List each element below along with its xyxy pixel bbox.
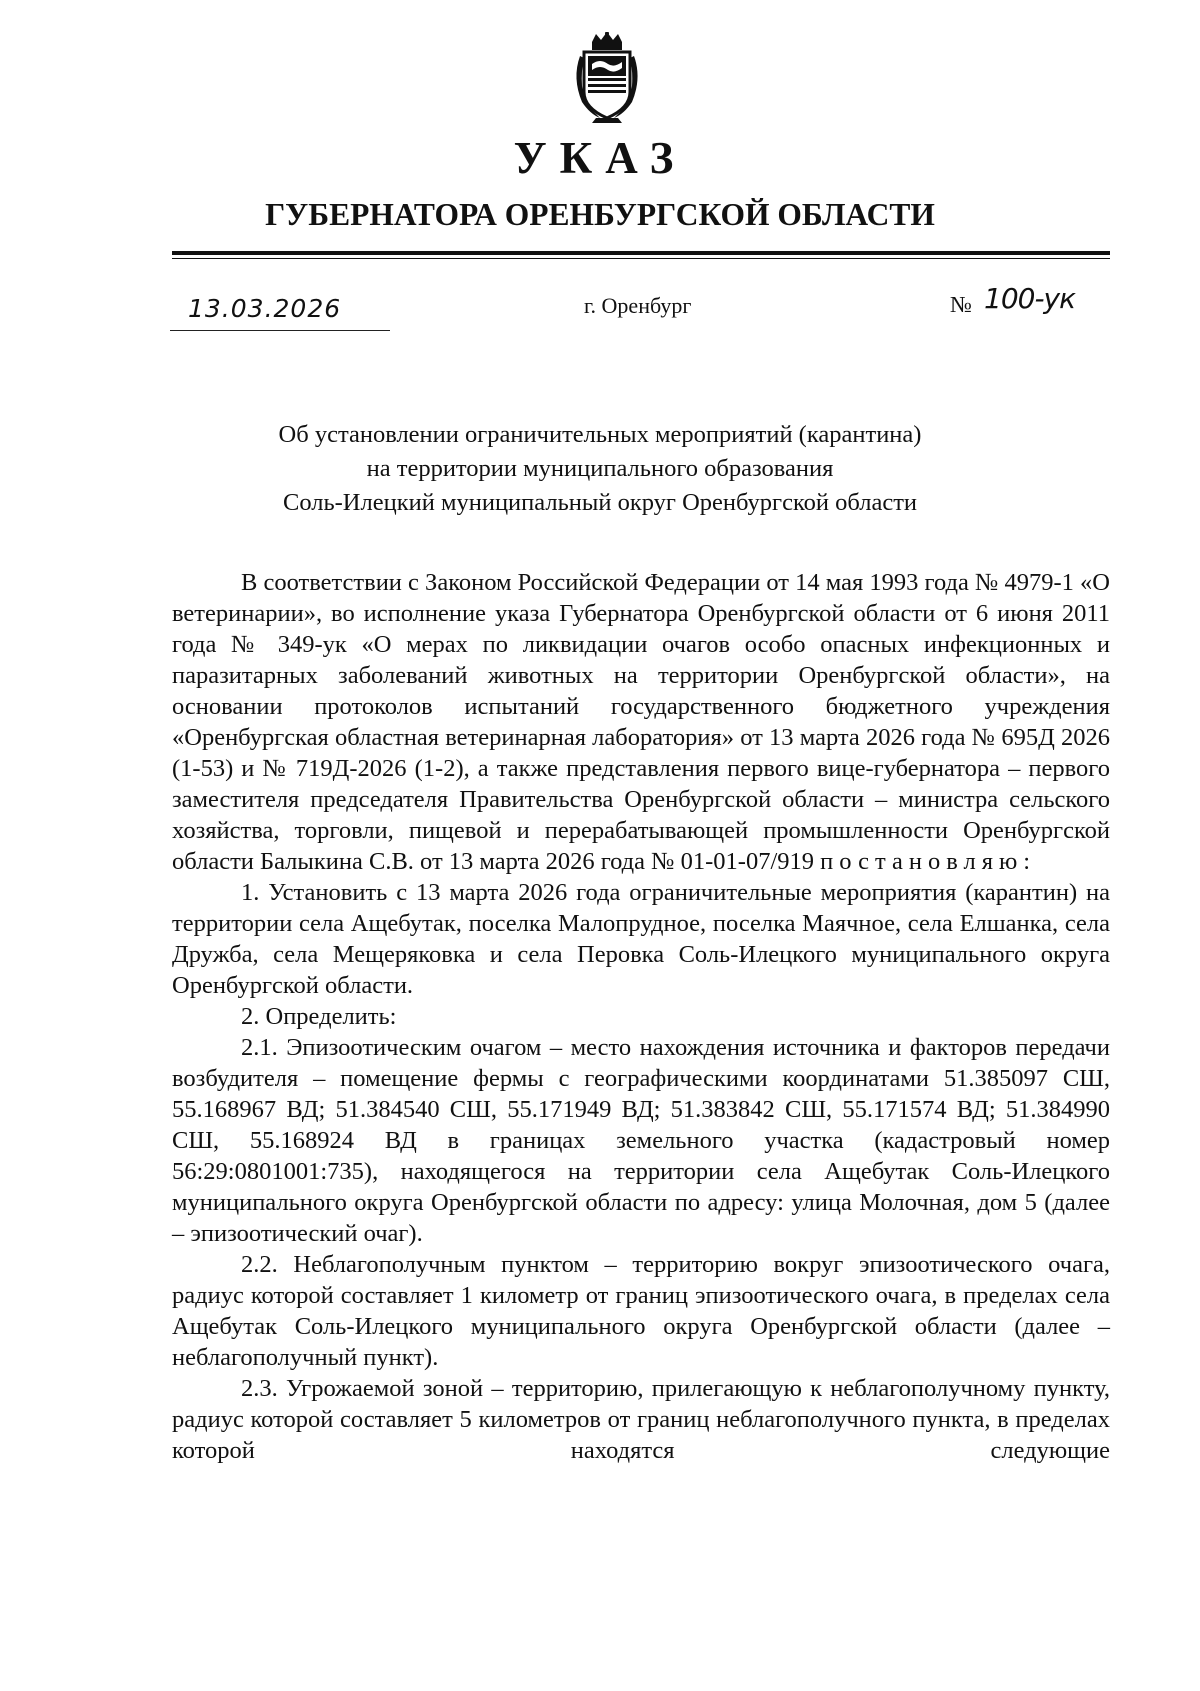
decree-body [172,567,1110,1466]
item-1: 1. Установить с 13 марта 2026 года ограничительные мероприятия (карантин) на территории села Ащебутак, поселка Малопрудное, поселка Маячное, села Елшанка, села Дружба, села Мещеряковка и села Перовка Соль-Илецкого муниципального округа Оренбургской области. [172,879,1110,999]
preamble-text: В соответствии с Законом Российской Федерации от 14 мая 1993 года № 4979-1 «О ветеринарии», во исполнение указа Губернатора Оренбургской области от 6 июня 2011 года № 349-ук «О мерах по ликвидации очагов особо опасных инфекционных и паразитарных заболеваний животных на территории Оренбургской области», на основании протоколов испытаний государственного бюджетного учреждения «Оренбургская областная ветеринарная лаборатория» от 13 марта 2026 года № 695Д 2026 (1-53) и № 719Д-2026 (1-2), а также представления первого вице-губернатора – первого заместителя председателя Правительства Оренбургской области – министра сельского хозяйства, торговли, пищевой и перерабатывающей промышленности Оренбургской области Балыкина С.В. от 13 марта 2026 года № 01-01-07/919 [172,569,1110,875]
item-2-3: 2.3. Угрожаемой зоной – территорию, прилегающую к неблагополучному пункту, радиус которой составляет 5 километров от границ неблагополучного пункта, в пределах которой находятся следующие [172,1375,1110,1464]
coat-of-arms-icon [570,32,644,124]
decree-word: постановляю: [820,848,1037,875]
heading-line: на территории муниципального образования [366,455,834,482]
decree-heading [0,418,1200,520]
header-divider-thick [172,251,1110,255]
header-divider-thin [172,258,1110,259]
item-2: 2. Определить: [241,1003,397,1030]
item-2-2: 2.2. Неблагополучным пунктом – территорию вокруг эпизоотического очага, радиус которой составляет 1 километр от границ эпизоотического очага, в пределах села Ащебутак Соль-Илецкого муниципального округа Оренбургской области (далее – неблагополучный пункт). [172,1251,1110,1371]
heading-line: Соль-Илецкий муниципальный округ Оренбургской области [282,489,918,516]
heading-line: Об установлении ограничительных мероприятий (карантина) [278,421,922,448]
document-title: УКАЗ [513,133,687,183]
decree-number-label: № [950,292,972,317]
preamble-paragraph [172,567,1110,877]
decree-city: г. Оренбург [584,293,692,318]
decree-date: 13.03.2026 [188,294,342,323]
decree-number: 100-ук [984,282,1076,315]
item-2-1: 2.1. Эпизоотическим очагом – место нахождения источника и факторов передачи возбудителя – помещение фермы с географическими координатами 51.385097 СШ, 55.168967 ВД; 51.384540 СШ, 55.171949 ВД; 51.383842 СШ, 55.171574 ВД; 51.384990 СШ, 55.168924 ВД в границах земельного участка (кадастровый номер 56:29:0801001:735), находящегося на территории села Ащебутак Соль-Илецкого муниципального округа Оренбургской области по адресу: улица Молочная, дом 5 (далее – эпизоотический очаг). [172,1034,1110,1247]
document-subtitle: ГУБЕРНАТОРА ОРЕНБУРГСКОЙ ОБЛАСТИ [265,197,935,232]
decree-date-field [170,290,390,331]
